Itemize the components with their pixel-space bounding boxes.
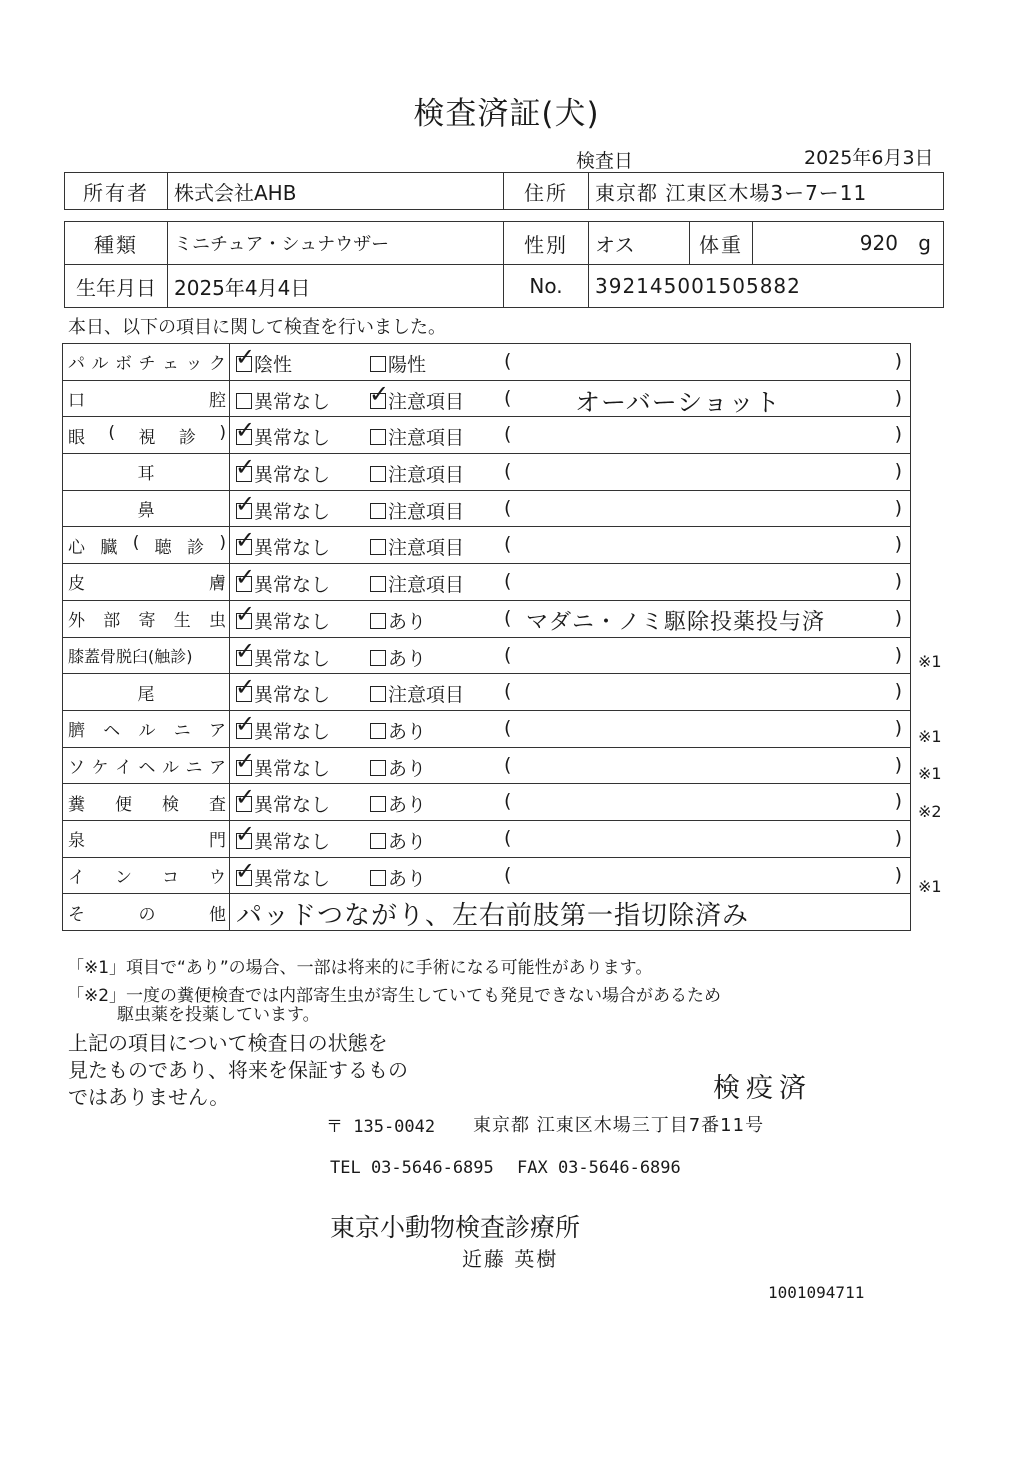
exam-note: オーバーショット — [575, 387, 781, 417]
exam-item-label: 鼻 — [137, 501, 155, 522]
checkbox-normal — [235, 453, 256, 482]
paren-close: ) — [894, 643, 902, 666]
paren-close: ) — [894, 680, 902, 703]
paren-open: ( — [504, 496, 512, 519]
checkbox-normal — [235, 746, 256, 776]
exam-item-cell — [63, 747, 230, 784]
exam-item-cell — [63, 344, 230, 381]
exam-item-label-char: ケ — [91, 757, 109, 778]
exam-item-label-char: ニ — [173, 721, 191, 742]
paren-close: ) — [894, 716, 902, 739]
option-abnormal — [370, 497, 464, 524]
checkbox-abnormal — [370, 356, 386, 372]
option-abnormal — [370, 350, 426, 377]
exam-item-label-char: 部 — [103, 611, 121, 632]
exam-item-label — [63, 569, 229, 594]
option-normal-label: 異常なし — [254, 464, 331, 487]
paren-open: ( — [504, 570, 512, 593]
exam-item-label — [63, 790, 229, 815]
exam-item-label-char: ) — [219, 422, 226, 443]
option-abnormal-label: 注意項目 — [388, 427, 465, 450]
exam-result-cell — [230, 380, 911, 417]
option-abnormal — [370, 864, 426, 891]
exam-item-label-char: ( — [108, 422, 116, 443]
check-mark: ✓ — [235, 856, 256, 885]
exam-item-cell — [63, 820, 230, 857]
option-abnormal-label: あり — [388, 720, 427, 743]
checkbox-normal — [235, 599, 256, 629]
exam-item-cell — [63, 490, 230, 527]
option-normal-label: 陰性 — [254, 354, 293, 376]
option-abnormal-label: あり — [388, 647, 427, 670]
sex-value: オス — [589, 222, 690, 265]
option-normal-label: 異常なし — [254, 500, 331, 523]
address-label: 住所 — [504, 173, 589, 210]
checkbox-abnormal — [370, 870, 386, 886]
exam-row — [63, 344, 911, 381]
exam-item-label-char: ル — [162, 757, 179, 778]
exam-row — [63, 454, 911, 491]
option-abnormal-label: 注意項目 — [388, 500, 465, 523]
exam-item-label-char: ン — [115, 867, 132, 888]
option-normal — [235, 856, 331, 891]
paren-close: ) — [894, 606, 902, 629]
check-mark: ✓ — [235, 563, 256, 592]
exam-item-label — [63, 386, 229, 411]
option-abnormal-label: 注意項目 — [388, 464, 465, 487]
paren-close: ) — [894, 570, 902, 593]
exam-item-cell — [63, 710, 230, 747]
checkbox-abnormal — [369, 379, 390, 409]
breed-label: 種類 — [65, 222, 168, 265]
checkbox-normal — [235, 563, 256, 592]
option-abnormal-label: あり — [388, 867, 427, 890]
checkbox-normal — [235, 783, 256, 812]
exam-item-label-char: 便 — [115, 794, 132, 815]
exam-date-label: 検査日 — [576, 150, 634, 172]
checkbox-normal — [235, 856, 256, 886]
exam-item-label-char: ウ — [209, 867, 226, 888]
option-normal — [235, 453, 331, 487]
exam-item-cell — [63, 600, 230, 637]
exam-item-label-char: パ — [68, 354, 85, 375]
check-mark: ✓ — [235, 819, 256, 848]
option-normal-label: 異常なし — [254, 390, 331, 413]
exam-item-label-char: ) — [219, 532, 226, 553]
option-normal — [235, 673, 331, 707]
paren-open: ( — [504, 606, 512, 629]
owner-value: 株式会社AHB — [168, 173, 504, 210]
option-abnormal — [370, 680, 464, 707]
option-abnormal — [370, 570, 464, 597]
option-abnormal — [370, 717, 426, 744]
checkbox-normal — [235, 416, 256, 445]
exam-date-value: 2025年6月3日 — [804, 147, 934, 169]
footnote-mark: ※1 — [918, 764, 942, 784]
exam-result-cell — [230, 527, 911, 564]
exam-item-label — [63, 716, 229, 741]
exam-item-label-char: ボ — [115, 354, 132, 375]
paren-close: ) — [894, 350, 902, 372]
option-normal — [235, 709, 331, 744]
option-abnormal-label: 注意項目 — [388, 390, 465, 413]
option-abnormal — [370, 754, 426, 781]
clinic-name: 東京小動物検査診療所 — [330, 1213, 581, 1242]
exam-result-cell — [230, 344, 911, 381]
checkbox-abnormal — [370, 686, 386, 702]
exam-item-label: 尾 — [137, 684, 155, 705]
exam-item-cell — [63, 637, 230, 674]
check-mark: ✓ — [235, 746, 256, 775]
exam-item-label — [63, 753, 229, 778]
exam-item-label-char: ( — [132, 532, 140, 553]
animal-table — [64, 221, 944, 308]
weight-cell — [753, 222, 944, 265]
weight-value: 920 — [859, 231, 898, 255]
exam-item-label-char: ソ — [68, 757, 85, 778]
checkbox-abnormal — [370, 466, 386, 482]
option-abnormal-label: あり — [388, 794, 427, 817]
exam-item-label-char: 膚 — [209, 574, 226, 595]
checkbox-normal — [235, 636, 256, 666]
exam-row — [63, 747, 911, 784]
check-mark: ✓ — [235, 416, 256, 445]
exam-item-cell — [63, 527, 230, 564]
exam-item-label-char: そ — [68, 904, 85, 925]
paren-open: ( — [504, 863, 512, 886]
exam-table — [62, 343, 911, 931]
option-normal — [235, 489, 331, 524]
option-abnormal — [370, 790, 426, 817]
option-normal-label: 異常なし — [254, 794, 331, 817]
option-normal-label: 異常なし — [254, 574, 331, 597]
exam-item-label: 耳 — [137, 464, 155, 485]
exam-item-label-char: 寄 — [138, 611, 156, 632]
exam-result-cell — [230, 454, 911, 491]
exam-result-cell — [230, 674, 911, 711]
exam-item-label-char: 皮 — [68, 574, 85, 595]
veterinarian-name: 近藤 英樹 — [462, 1247, 559, 1271]
exam-result-cell — [230, 747, 911, 784]
footnote-mark: ※2 — [918, 801, 942, 821]
option-normal-label: 異常なし — [254, 427, 331, 450]
exam-item-label-char: ヘ — [103, 721, 121, 742]
option-normal — [235, 416, 331, 450]
option-normal — [235, 526, 331, 560]
check-mark: ✓ — [235, 636, 256, 665]
exam-item-label-char: の — [138, 904, 156, 925]
birth-label: 生年月日 — [65, 265, 168, 308]
exam-item-label-char: 診 — [178, 427, 196, 448]
exam-item-label-char: チ — [138, 354, 156, 375]
owner-label: 所有者 — [65, 173, 168, 210]
exam-row — [63, 527, 911, 564]
paren-open: ( — [504, 386, 512, 409]
exam-item-label — [63, 606, 229, 631]
option-normal-label: 異常なし — [254, 830, 331, 853]
exam-item-cell — [63, 784, 230, 821]
footnote-2-cont: 駆虫薬を投薬しています。 — [117, 1005, 320, 1025]
option-normal — [235, 563, 331, 597]
paren-close: ) — [894, 790, 902, 813]
exam-item-label — [63, 826, 229, 851]
exam-item-label-char: ク — [209, 354, 226, 375]
exam-item-label-char: ル — [91, 354, 109, 375]
exam-item-cell — [63, 894, 230, 931]
checkbox-normal — [235, 819, 256, 849]
option-abnormal-label: あり — [388, 757, 427, 780]
exam-row — [63, 857, 911, 894]
exam-row — [63, 417, 911, 454]
disclaimer-statement: 上記の項目について検査日の状態を 見たものであり、将来を保証するもの ではありません。 — [68, 1031, 408, 1109]
checkbox-normal — [235, 343, 256, 372]
exam-item-label-char: ル — [138, 721, 156, 742]
paren-open: ( — [504, 753, 512, 776]
exam-item-label-char: 臍 — [68, 721, 85, 742]
exam-item-label-char: ア — [209, 757, 226, 778]
option-normal — [235, 636, 331, 671]
document-id: 1001094711 — [768, 1283, 865, 1302]
exam-item-label-char: 臓 — [100, 537, 118, 558]
check-mark: ✓ — [369, 379, 390, 408]
checkbox-abnormal — [370, 613, 386, 629]
option-normal-label: 異常なし — [254, 757, 331, 780]
no-label: No. — [504, 265, 589, 308]
owner-table — [64, 172, 944, 210]
option-normal — [235, 783, 331, 817]
option-abnormal — [370, 423, 464, 450]
exam-row — [63, 820, 911, 857]
exam-item-label-char: ニ — [185, 757, 203, 778]
exam-result-cell — [230, 490, 911, 527]
exam-item-label-char: コ — [162, 867, 179, 888]
exam-item-label-char: 門 — [209, 831, 226, 852]
exam-item-label — [63, 533, 229, 558]
option-abnormal — [370, 460, 464, 487]
exam-item-label-char: 泉 — [68, 831, 85, 852]
checkbox-abnormal — [370, 833, 386, 849]
footnote-mark: ※1 — [918, 876, 942, 896]
paren-open: ( — [504, 533, 512, 556]
checkbox-abnormal — [370, 429, 386, 445]
exam-row — [63, 784, 911, 821]
option-normal — [235, 599, 331, 634]
exam-result-cell — [230, 637, 911, 674]
option-abnormal-label: 注意項目 — [388, 574, 465, 597]
paren-close: ) — [894, 423, 902, 446]
exam-item-label — [63, 423, 229, 448]
birth-value: 2025年4月4日 — [168, 265, 504, 308]
exam-row — [63, 637, 911, 674]
paren-close: ) — [894, 863, 902, 886]
paren-close: ) — [894, 386, 902, 409]
exam-result-cell — [230, 710, 911, 747]
paren-open: ( — [504, 460, 512, 483]
clinic-postal: 〒 135-0042 — [326, 1117, 436, 1137]
exam-item-label-char: 腔 — [209, 391, 226, 412]
document-title: 検査済証(犬) — [413, 96, 600, 132]
exam-item-label-char: 生 — [173, 611, 191, 632]
exam-item-cell — [63, 857, 230, 894]
option-abnormal — [369, 379, 465, 414]
exam-item-label-char: イ — [115, 757, 132, 778]
exam-item-cell — [63, 380, 230, 417]
exam-item-label-char: 査 — [209, 794, 226, 815]
check-mark: ✓ — [235, 343, 256, 371]
exam-row — [63, 600, 911, 637]
option-abnormal-label: 陽性 — [388, 354, 427, 376]
exam-result-cell — [230, 564, 911, 601]
option-normal — [235, 819, 331, 854]
paren-close: ) — [894, 826, 902, 849]
exam-item-cell — [63, 564, 230, 601]
checkbox-normal — [236, 393, 252, 409]
checkbox-normal — [235, 673, 256, 702]
exam-row — [63, 710, 911, 747]
paren-open: ( — [504, 680, 512, 703]
option-normal-label: 異常なし — [254, 684, 331, 707]
exam-item-label-char: 診 — [187, 537, 205, 558]
exam-item-label-char: 心 — [68, 537, 85, 558]
exam-row — [63, 674, 911, 711]
clinic-fax: FAX 03-5646-6896 — [517, 1158, 681, 1178]
check-mark: ✓ — [235, 453, 256, 482]
check-mark: ✓ — [235, 673, 256, 702]
exam-item-label-char: 眼 — [68, 427, 85, 448]
other-note: パッドつながり、左右前肢第一指切除済み — [236, 901, 750, 932]
checkbox-abnormal — [370, 760, 386, 776]
paren-open: ( — [504, 350, 512, 372]
check-mark: ✓ — [235, 526, 256, 555]
option-normal — [235, 746, 331, 781]
option-normal-label: 異常なし — [254, 647, 331, 670]
exam-item-label-char: 聴 — [154, 537, 172, 558]
exam-result-cell — [230, 820, 911, 857]
exam-row-other — [63, 894, 911, 931]
exam-item-label-char: イ — [68, 867, 85, 888]
exam-item-label-char: 糞 — [68, 794, 85, 815]
exam-item-label-char: ェ — [162, 354, 179, 375]
exam-item-label-char: 視 — [138, 427, 156, 448]
option-normal — [235, 343, 293, 377]
clinic-tel: TEL 03-5646-6895 — [330, 1158, 494, 1178]
checkbox-normal — [235, 709, 256, 739]
address-value: 東京都 江東区木場3ー7ー11 — [589, 173, 944, 210]
checkbox-normal — [235, 489, 256, 519]
sex-label: 性別 — [504, 222, 589, 265]
other-note-cell — [230, 894, 911, 931]
check-mark: ✓ — [235, 783, 256, 812]
exam-item-label — [63, 863, 229, 888]
footnote-2: 「※2」一度の糞便検査では内部寄生虫が寄生していても発見できない場合があるため — [67, 986, 722, 1006]
exam-item-label — [63, 900, 229, 925]
option-normal-label: 異常なし — [254, 537, 331, 560]
quarantine-stamp: 検疫済 — [713, 1073, 812, 1104]
checkbox-abnormal — [370, 539, 386, 555]
check-mark: ✓ — [235, 709, 256, 738]
weight-unit: g — [918, 231, 931, 255]
exam-item-label-char: 外 — [68, 611, 85, 632]
breed-value: ミニチュア・シュナウザー — [168, 222, 504, 265]
exam-note: マダニ・ノミ駆除投薬投与済 — [526, 609, 826, 635]
paren-open: ( — [504, 826, 512, 849]
checkbox-abnormal — [370, 796, 386, 812]
footnote-mark: ※1 — [918, 652, 942, 672]
exam-item-label — [63, 349, 229, 374]
exam-result-cell — [230, 600, 911, 637]
paren-close: ) — [894, 753, 902, 776]
exam-item-label-char: ッ — [185, 354, 203, 375]
option-abnormal — [370, 827, 426, 854]
option-normal-label: 異常なし — [254, 610, 331, 633]
exam-item-label-char: ヘ — [138, 757, 156, 778]
paren-close: ) — [894, 460, 902, 483]
paren-open: ( — [504, 790, 512, 813]
option-abnormal — [370, 533, 464, 560]
option-normal-label: 異常なし — [254, 867, 331, 890]
checkbox-abnormal — [370, 503, 386, 519]
exam-row — [63, 490, 911, 527]
option-abnormal-label: 注意項目 — [388, 537, 465, 560]
checkbox-normal — [235, 526, 256, 555]
footnote-1: 「※1」項目で“あり”の場合、一部は将来的に手術になる可能性があります。 — [67, 958, 653, 978]
paren-open: ( — [504, 423, 512, 446]
checkbox-abnormal — [370, 723, 386, 739]
option-abnormal-label: 注意項目 — [388, 684, 465, 707]
exam-result-cell — [230, 784, 911, 821]
exam-item-cell — [63, 454, 230, 491]
paren-close: ) — [894, 533, 902, 556]
check-mark: ✓ — [235, 489, 256, 518]
exam-item-label-char: 他 — [209, 904, 226, 925]
option-abnormal-label: あり — [388, 610, 427, 633]
option-abnormal — [370, 644, 426, 671]
exam-item-label: 膝蓋骨脱臼(触診) — [68, 646, 193, 666]
check-mark: ✓ — [235, 599, 256, 628]
exam-item-label-char: 口 — [68, 391, 85, 412]
exam-item-label-char: ア — [209, 721, 226, 742]
exam-item-label-char: 虫 — [209, 611, 226, 632]
weight-label: 体重 — [690, 222, 753, 265]
option-normal — [236, 387, 330, 414]
option-abnormal — [370, 607, 426, 634]
option-abnormal-label: あり — [388, 830, 427, 853]
exam-item-label-char: 検 — [162, 794, 179, 815]
clinic-address: 東京都 江東区木場三丁目7番11号 — [473, 1115, 765, 1136]
paren-close: ) — [894, 496, 902, 519]
exam-item-cell — [63, 674, 230, 711]
no-value: 392145001505882 — [589, 265, 944, 308]
exam-item-cell — [63, 417, 230, 454]
checkbox-abnormal — [370, 650, 386, 666]
checkbox-abnormal — [370, 576, 386, 592]
exam-result-cell — [230, 417, 911, 454]
footnote-mark: ※1 — [918, 727, 942, 746]
paren-open: ( — [504, 716, 512, 739]
paren-open: ( — [504, 643, 512, 666]
option-normal-label: 異常なし — [254, 720, 331, 743]
intro-text: 本日、以下の項目に関して検査を行いました。 — [68, 317, 446, 338]
exam-result-cell — [230, 857, 911, 894]
exam-row — [63, 564, 911, 601]
exam-row — [63, 380, 911, 417]
